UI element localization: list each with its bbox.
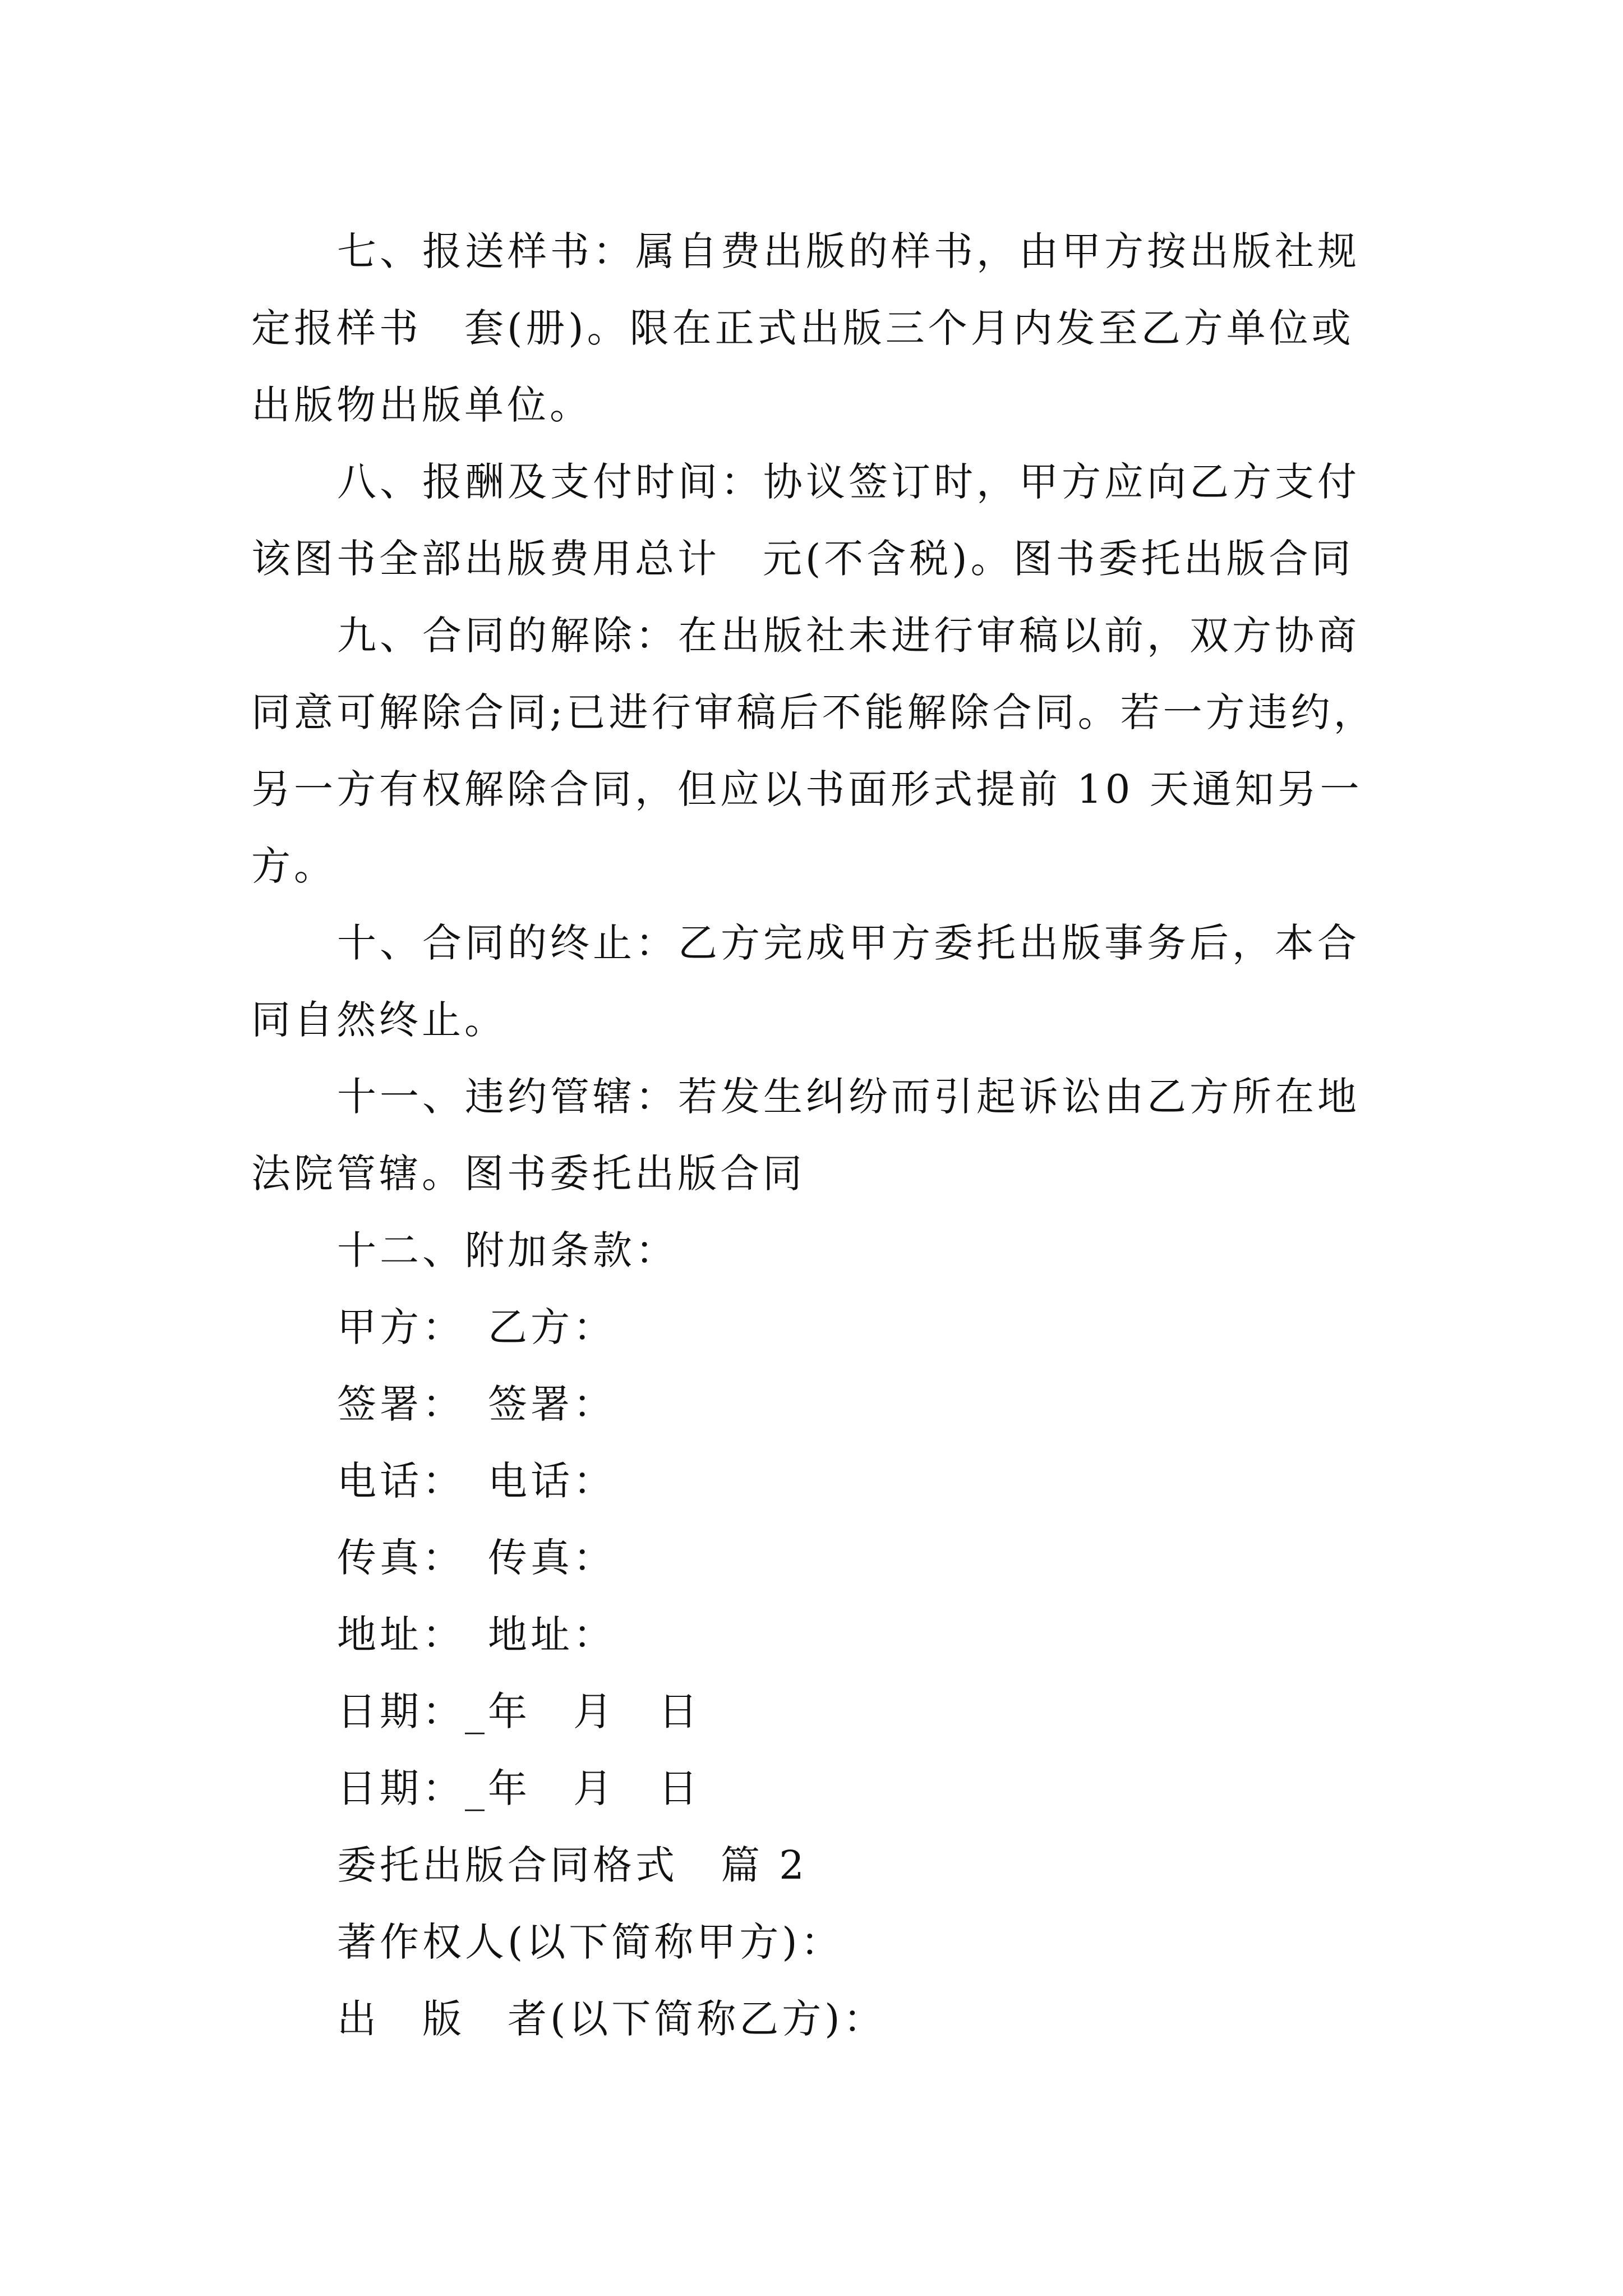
- text-line: 该图书全部出版费用总计 元(不含税)。图书委托出版合同: [251, 536, 1354, 582]
- text-line: 同自然终止。: [251, 997, 507, 1043]
- signature-party-row: 甲方： 乙方：: [337, 1304, 616, 1350]
- publisher-line: 出 版 者(以下简称乙方)：: [337, 1996, 886, 2042]
- copyright-holder-line: 著作权人(以下简称甲方)：: [337, 1919, 843, 1965]
- text-line: 十一、违约管辖：若发生纠纷而引起诉讼由乙方所在地: [337, 1074, 1360, 1120]
- text-line: 同意可解除合同;已进行审稿后不能解除合同。若一方违约，: [251, 689, 1376, 735]
- clause-7: [251, 213, 1378, 444]
- text-line: 定报样书 套(册)。限在正式出版三个月内发至乙方单位或: [251, 305, 1354, 351]
- party-lines: [251, 1904, 1378, 2058]
- text-line: 九、合同的解除：在出版社未进行审稿以前，双方协商: [337, 613, 1360, 659]
- signature-phone-row: 电话： 电话：: [337, 1458, 616, 1504]
- document-body: [251, 213, 1378, 2058]
- text-line: 方。: [251, 843, 336, 889]
- text-line: 十、合同的终止：乙方完成甲方委托出版事务后，本合: [337, 920, 1360, 966]
- clause-12: [251, 1212, 1378, 1289]
- text-line: 七、报送样书：属自费出版的样书，由甲方按出版社规: [337, 228, 1360, 274]
- signature-date-row: 日期：_年 月 日: [337, 1765, 701, 1811]
- clause-11: [251, 1059, 1378, 1212]
- signature-address-row: 地址： 地址：: [337, 1612, 616, 1658]
- signature-block: [251, 1289, 1378, 1827]
- clause-10: [251, 905, 1378, 1059]
- signature-sign-row: 签署： 签署：: [337, 1381, 616, 1427]
- signature-date-row: 日期：_年 月 日: [337, 1688, 701, 1734]
- clause-8: [251, 444, 1378, 597]
- text-line: 另一方有权解除合同，但应以书面形式提前 10 天通知另一: [251, 766, 1363, 812]
- signature-fax-row: 传真： 传真：: [337, 1535, 616, 1581]
- text-line: 法院管辖。图书委托出版合同: [251, 1151, 805, 1197]
- text-line: 出版物出版单位。: [251, 382, 592, 428]
- text-line: 十二、附加条款：: [337, 1227, 678, 1273]
- text-line: 八、报酬及支付时间：协议签订时，甲方应向乙方支付: [337, 459, 1360, 505]
- section-title: 委托出版合同格式 篇 2: [337, 1842, 808, 1888]
- clause-9: [251, 597, 1378, 905]
